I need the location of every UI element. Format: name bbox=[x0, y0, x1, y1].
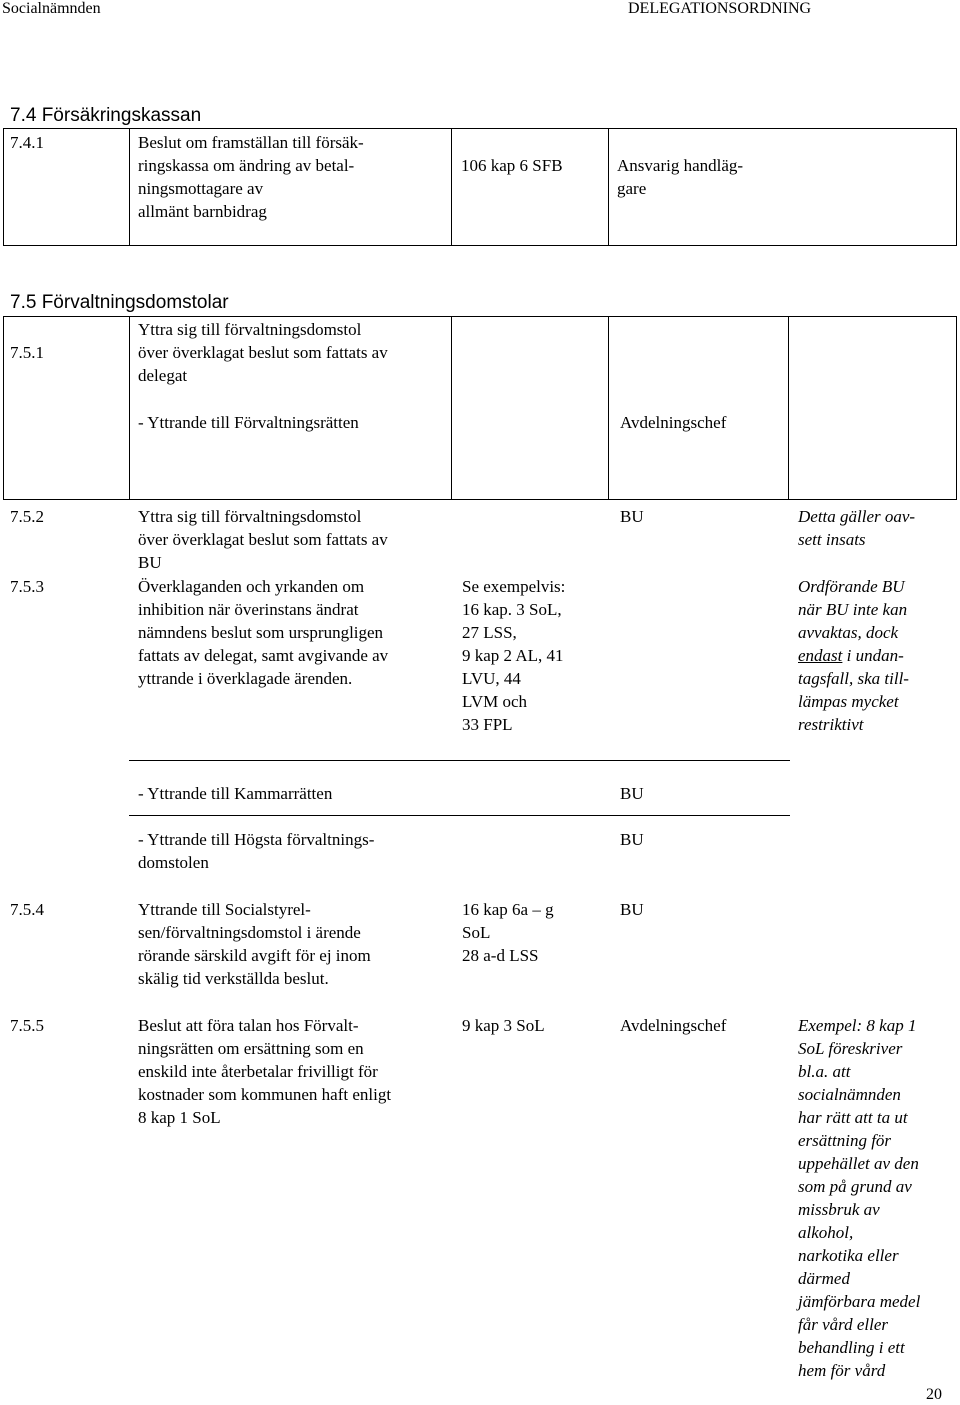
row-description: Beslut om framställan till försäk- ringskassa om ändring av betal- ningsmottagare av allmänt barnbidrag bbox=[138, 133, 364, 221]
page-number: 20 bbox=[926, 1386, 942, 1403]
row-description: Yttra sig till förvaltningsdomstol över överklagat beslut som fattats av delegat bbox=[138, 320, 388, 385]
sub-item-delegate: BU bbox=[620, 830, 644, 849]
row-law-reference: 106 kap 6 SFB bbox=[461, 156, 563, 175]
section-title-7-5: 7.5 Förvaltningsdomstolar bbox=[10, 292, 229, 313]
row-number: 7.5.3 bbox=[10, 577, 44, 596]
row-description: Beslut att föra talan hos Förvalt- ningsrätten om ersättning som en enskild inte återbetalar frivilligt för kostnader som kommunen haft enligt 8 kap 1 SoL bbox=[138, 1016, 392, 1127]
sub-item-delegate: BU bbox=[620, 784, 644, 803]
row-note: Exempel: 8 kap 1 SoL föreskriver bl.a. att socialnämnden har rätt att ta ut ersättning för uppehället av den som på grund av missbruk av alkohol, narkotika eller därmed jämförbara medel får vård eller behandling i ett hem för vård bbox=[798, 1016, 921, 1380]
sub-item-statement-administrative-court: - Yttrande till Förvaltningsrätten bbox=[138, 413, 359, 432]
header-right: DELEGATIONSORDNING bbox=[628, 0, 812, 17]
row-number: 7.5.5 bbox=[10, 1016, 44, 1035]
row-description: Överklaganden och yrkanden om inhibition när överinstans ändrat nämndens beslut som ursprungligen fattats av delegat, samt avgivande av yttrande i överklagade ärenden. bbox=[138, 577, 389, 688]
row-description: Yttra sig till förvaltningsdomstol över överklagat beslut som fattats av BU bbox=[138, 507, 388, 572]
row-number: 7.5.4 bbox=[10, 900, 44, 919]
row-delegate: BU bbox=[620, 507, 644, 526]
row-delegate: Avdelningschef bbox=[620, 1016, 727, 1035]
row-law-reference: 9 kap 3 SoL bbox=[462, 1016, 545, 1035]
row-number: 7.5.2 bbox=[10, 507, 44, 526]
row-delegate: BU bbox=[620, 900, 644, 919]
section-title-7-4: 7.4 Försäkringskassan bbox=[10, 105, 202, 126]
row-law-reference: 16 kap 6a – g SoL 28 a-d LSS bbox=[462, 900, 554, 965]
row-note: Ordförande BU när BU inte kan avvaktas, dock endast i undan- tagsfall, ska till- lämpas mycket restriktivt bbox=[798, 577, 909, 734]
sub-item-delegate: Avdelningschef bbox=[620, 413, 727, 432]
sub-item-statement-court-of-appeal: - Yttrande till Kammarrätten bbox=[138, 784, 333, 803]
row-law-reference: Se exempelvis: 16 kap. 3 SoL, 27 LSS, 9 kap 2 AL, 41 LVU, 44 LVM och 33 FPL bbox=[462, 577, 566, 734]
sub-item-statement-supreme-court: - Yttrande till Högsta förvaltnings- domstolen bbox=[138, 830, 375, 872]
row-number: 7.5.1 bbox=[10, 343, 44, 362]
row-number: 7.4.1 bbox=[10, 133, 44, 152]
row-delegate: Ansvarig handläg- gare bbox=[617, 156, 744, 198]
row-note: Detta gäller oav- sett insats bbox=[798, 507, 916, 549]
row-description: Yttrande till Socialstyrel- sen/förvaltningsdomstol i ärende rörande särskild avgift för ej inom skälig tid verkställda beslut. bbox=[138, 900, 371, 988]
header-left: Socialnämnden bbox=[2, 0, 101, 17]
